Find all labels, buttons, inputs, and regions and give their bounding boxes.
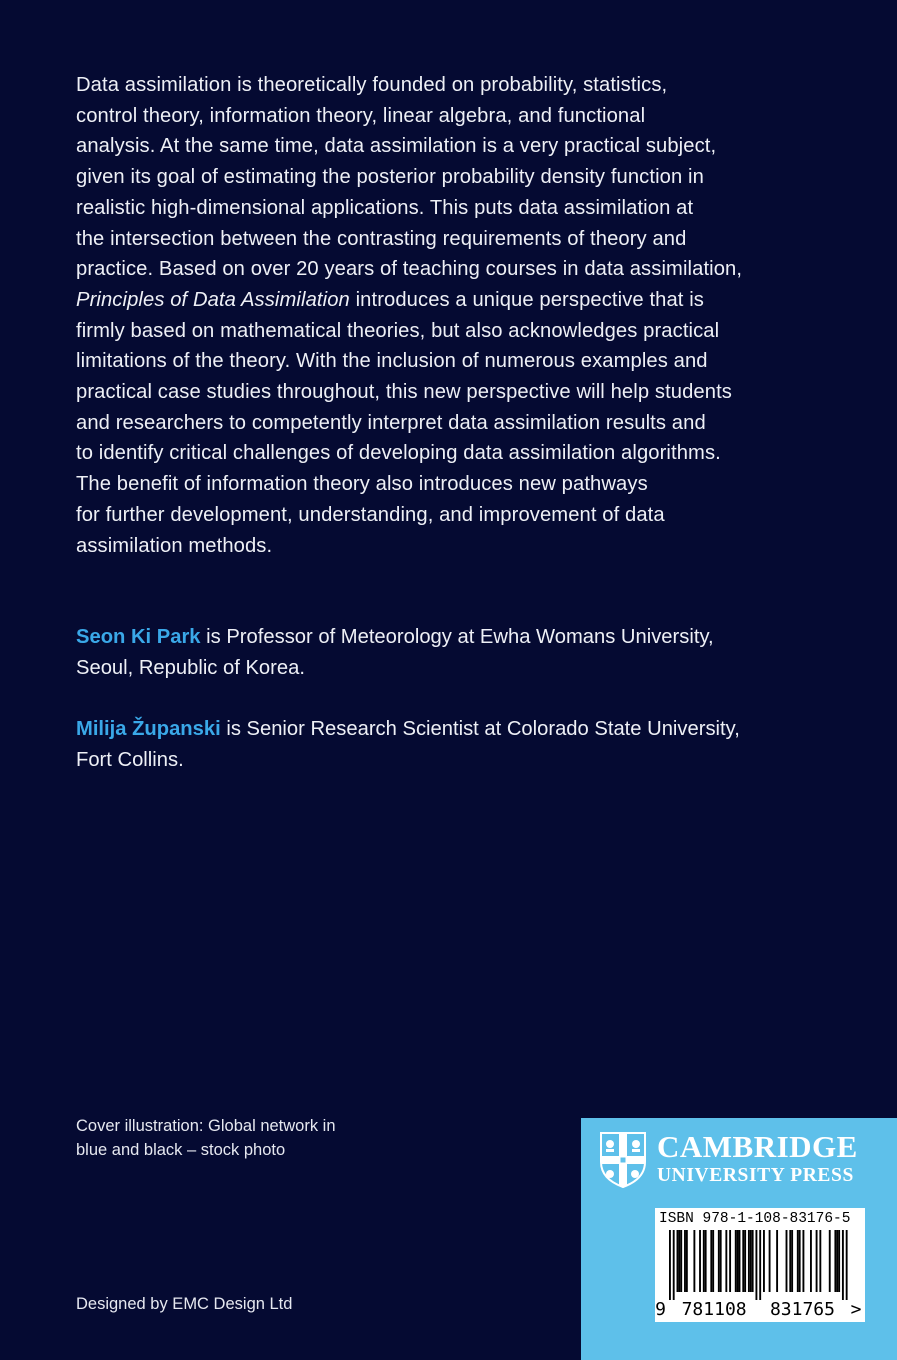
barcode-bar (742, 1230, 744, 1292)
barcode-bar (693, 1230, 695, 1292)
barcode-bar (759, 1230, 761, 1300)
barcode-bar (842, 1230, 844, 1300)
barcode-bar (686, 1230, 688, 1292)
bio-line (76, 714, 866, 745)
barcode-digits-left: 781108 (681, 1299, 747, 1320)
barcode-bar (797, 1230, 799, 1292)
barcode-bar (705, 1230, 707, 1292)
description-line: limitations of the theory. With the inclusion of numerous examples and (76, 350, 708, 373)
barcode-lead-digit: 9 (655, 1299, 666, 1320)
barcode-bar (789, 1230, 791, 1292)
description-line: firmly based on mathematical theories, but also acknowledges practical (76, 319, 720, 342)
bio-text: is Professor of Meteorology at Ewha Womans University, (200, 626, 714, 648)
design-credit (76, 1292, 292, 1316)
publisher-panel (581, 1118, 897, 1360)
barcode-bar (729, 1230, 731, 1292)
barcode-bar (846, 1230, 848, 1300)
cambridge-shield-icon (600, 1132, 646, 1188)
barcode-bar (819, 1230, 821, 1292)
barcode-bar (836, 1230, 838, 1292)
description-text: introduces a unique perspective that is (349, 288, 705, 311)
author-name: Milija Županski (76, 718, 221, 740)
barcode (655, 1230, 865, 1322)
barcode-bar (737, 1230, 739, 1292)
description-line: assimilation methods. (76, 534, 273, 557)
isbn-barcode-box (655, 1208, 865, 1322)
barcode-bar (763, 1230, 765, 1292)
book-description (76, 70, 846, 561)
bio-text: is Senior Research Scientist at Colorado State University, (220, 718, 740, 740)
author-name: Seon Ki Park (76, 626, 201, 648)
description-line: the intersection between the contrasting requirements of theory and (76, 227, 687, 250)
description-line (76, 285, 846, 316)
description-line: and researchers to competently interpret data assimilation results and (76, 411, 706, 434)
barcode-bar (718, 1230, 720, 1292)
barcode-bar (810, 1230, 812, 1292)
credit-line: blue and black – stock photo (76, 1141, 286, 1159)
barcode-bar (776, 1230, 778, 1292)
book-title-italic: Principles of Data Assimilation (76, 288, 350, 311)
barcode-bar (755, 1230, 757, 1300)
barcode-bar (816, 1230, 818, 1292)
barcode-bar (699, 1230, 701, 1292)
author-bio-zupanski (76, 714, 866, 775)
bio-line: Fort Collins. (76, 748, 184, 771)
barcode-bar (680, 1230, 682, 1292)
bio-line (76, 622, 866, 653)
description-line: given its goal of estimating the posterior probability density function in (76, 166, 704, 189)
barcode-quiet-zone-mark: > (850, 1299, 862, 1320)
barcode-bar (769, 1230, 771, 1292)
barcode-bar (748, 1230, 750, 1292)
credit-line: Designed by EMC Design Ltd (76, 1295, 293, 1313)
description-line: practice. Based on over 20 years of teaching courses in data assimilation, (76, 258, 743, 281)
publisher-name: CAMBRIDGE (657, 1129, 858, 1164)
barcode-bar (720, 1230, 722, 1292)
barcode-bar (725, 1230, 727, 1292)
bio-line: Seoul, Republic of Korea. (76, 656, 305, 679)
description-line: realistic high-dimensional applications. This puts data assimilation at (76, 196, 694, 219)
barcode-bar (802, 1230, 804, 1292)
description-line: practical case studies throughout, this new perspective will help students (76, 381, 732, 404)
credit-line: Cover illustration: Global network in (76, 1117, 336, 1135)
barcode-bar (673, 1230, 675, 1300)
publisher-logo-text (657, 1130, 858, 1187)
cover-illustration-credit (76, 1114, 336, 1162)
barcode-bar (669, 1230, 671, 1300)
barcode-bar (710, 1230, 712, 1292)
description-line: The benefit of information theory also introduces new pathways (76, 473, 648, 496)
description-line: control theory, information theory, linear algebra, and functional (76, 104, 646, 127)
barcode-bar (712, 1230, 714, 1292)
author-bio-park (76, 622, 866, 683)
barcode-bar (744, 1230, 746, 1292)
barcode-bar (752, 1230, 754, 1292)
barcode-bar (799, 1230, 801, 1292)
barcode-bar (791, 1230, 793, 1292)
barcode-bar (678, 1230, 680, 1292)
barcode-bar (786, 1230, 788, 1292)
description-line: analysis. At the same time, data assimilation is a very practical subject, (76, 135, 717, 158)
barcode-bar (829, 1230, 831, 1292)
barcode-bar (838, 1230, 840, 1292)
barcode-bar (735, 1230, 737, 1292)
description-line: for further development, understanding, and improvement of data (76, 503, 665, 526)
barcode-bar (834, 1230, 836, 1292)
barcode-bar (703, 1230, 705, 1292)
barcode-bar (750, 1230, 752, 1292)
isbn-label: ISBN 978-1-108-83176-5 (659, 1211, 851, 1227)
barcode-digits-right: 831765 (769, 1299, 835, 1320)
barcode-bar (739, 1230, 741, 1292)
barcode-bar (684, 1230, 686, 1292)
publisher-subname: UNIVERSITY PRESS (657, 1165, 854, 1186)
description-line: to identify critical challenges of developing data assimilation algorithms. (76, 442, 721, 465)
description-line: Data assimilation is theoretically founded on probability, statistics, (76, 74, 668, 96)
barcode-bar (677, 1230, 679, 1292)
